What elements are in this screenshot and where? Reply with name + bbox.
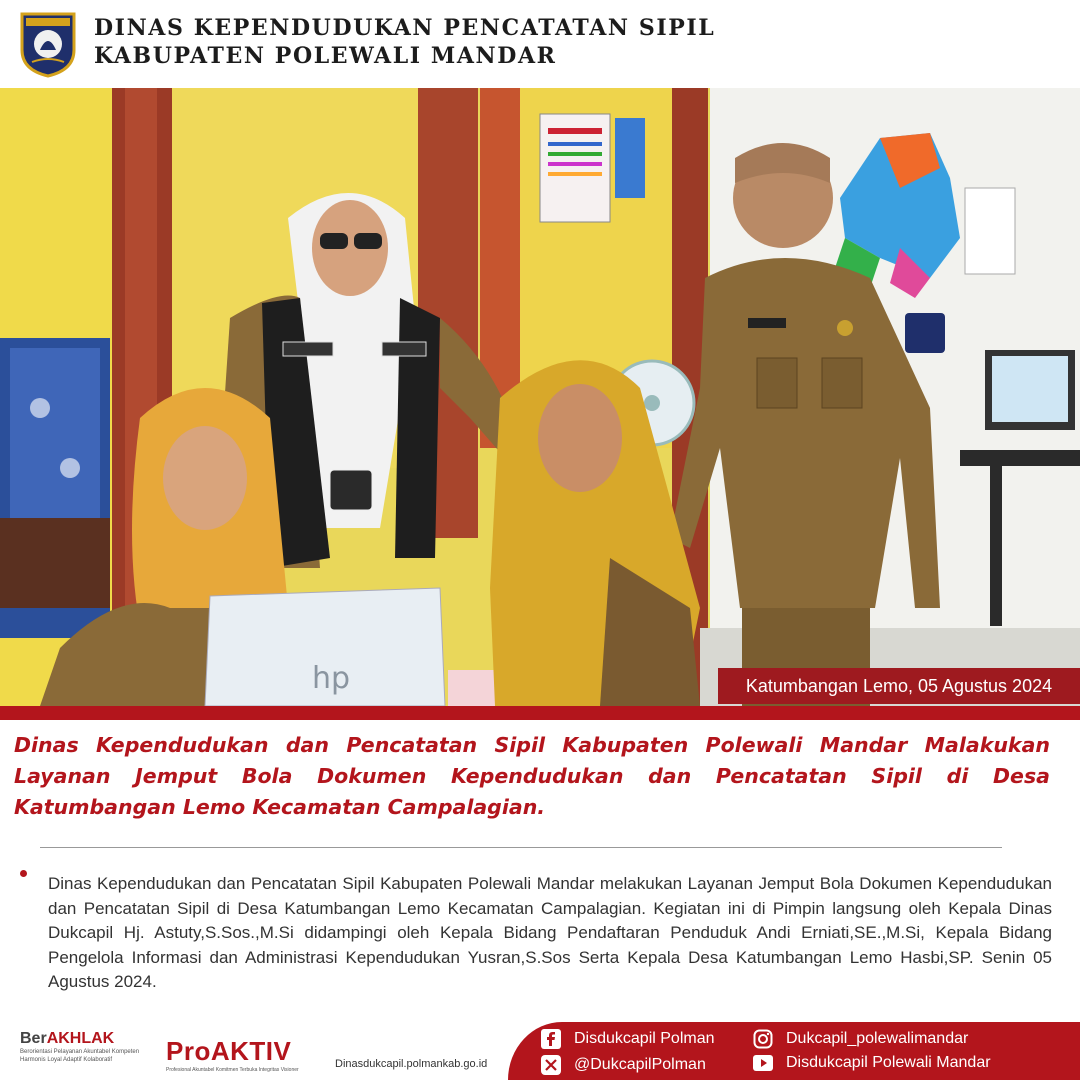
instagram-handle: Dukcapil_polewalimandar <box>786 1030 969 1047</box>
crest-logo-icon <box>18 10 78 78</box>
x-icon <box>540 1054 562 1076</box>
youtube-icon <box>752 1052 774 1074</box>
event-photo <box>0 88 1080 706</box>
proaktiv-logo <box>166 1036 299 1073</box>
instagram-icon <box>752 1028 774 1050</box>
website-link[interactable]: Dinasdukcapil.polmankab.go.id <box>335 1058 488 1070</box>
bullet-icon <box>20 870 27 877</box>
youtube-handle: Disdukcapil Polewali Mandar <box>786 1054 991 1071</box>
photo-illustration <box>0 88 1080 706</box>
header <box>0 0 1080 88</box>
news-headline: Dinas Kependudukan dan Pencatatan Sipil Kabupaten Polewali Mandar Malakukan Layanan Jemput Bola Dokumen Kependudukan dan Pencatatan Sipil di Desa Katumbangan Lemo Kecamatan Campalagian. <box>14 733 1050 819</box>
facebook-icon <box>540 1028 562 1050</box>
x-handle: @DukcapilPolman <box>574 1056 706 1073</box>
section-divider <box>40 847 1002 848</box>
berakhlak-main: AKHLAK <box>46 1030 115 1047</box>
agency-title-line1: DINAS KEPENDUDUKAN PENCATATAN SIPIL <box>94 15 716 41</box>
berakhlak-logo <box>20 1030 150 1064</box>
instagram-link[interactable] <box>752 1028 968 1050</box>
photo-caption: Katumbangan Lemo, 05 Agustus 2024 <box>718 668 1080 704</box>
berakhlak-prefix: Ber <box>20 1030 47 1047</box>
berakhlak-title <box>20 1030 150 1048</box>
svg-text:hp: hp <box>312 661 351 696</box>
facebook-link[interactable] <box>540 1028 715 1050</box>
news-body: Dinas Kependudukan dan Pencatatan Sipil Kabupaten Polewali Mandar melakukan Layanan Jemput Bola Dokumen Kependudukan dan Pencatatan Sipil di Desa Katumbangan Lemo Kecamatan Campalagian. Kegiatan ini di Pimpin langsung oleh Kepala Dinas Dukcapil Hj. Astuty,S.Sos.,M.Si didampingi oleh Kepala Bidang Pendaftaran Penduduk Andi Erniati,SE.,M.Si, Kepala Bidang Pengelola Informasi dan Administrasi Kependudukan Yusran,S.Sos Serta Kepala Desa Katumbangan Lemo Hasbi,SP. Senin 05 Agustus 2024. <box>48 874 1052 991</box>
agency-title <box>94 14 715 70</box>
red-divider-bar <box>0 706 1080 720</box>
berakhlak-subtitle: Berorientasi Pelayanan Akuntabel Kompeten Harmonis Loyal Adaptif Kolaboratif <box>20 1049 140 1063</box>
youtube-link[interactable] <box>752 1052 991 1074</box>
facebook-handle: Disdukcapil Polman <box>574 1030 715 1047</box>
x-link[interactable] <box>540 1054 706 1076</box>
proaktiv-subtitle: Profesional Akuntabel Komitmen Terbuka Integritas Visioner <box>166 1067 299 1073</box>
agency-title-line2: KABUPATEN POLEWALI MANDAR <box>94 43 557 69</box>
proaktiv-title: ProAKTIV <box>166 1036 292 1066</box>
